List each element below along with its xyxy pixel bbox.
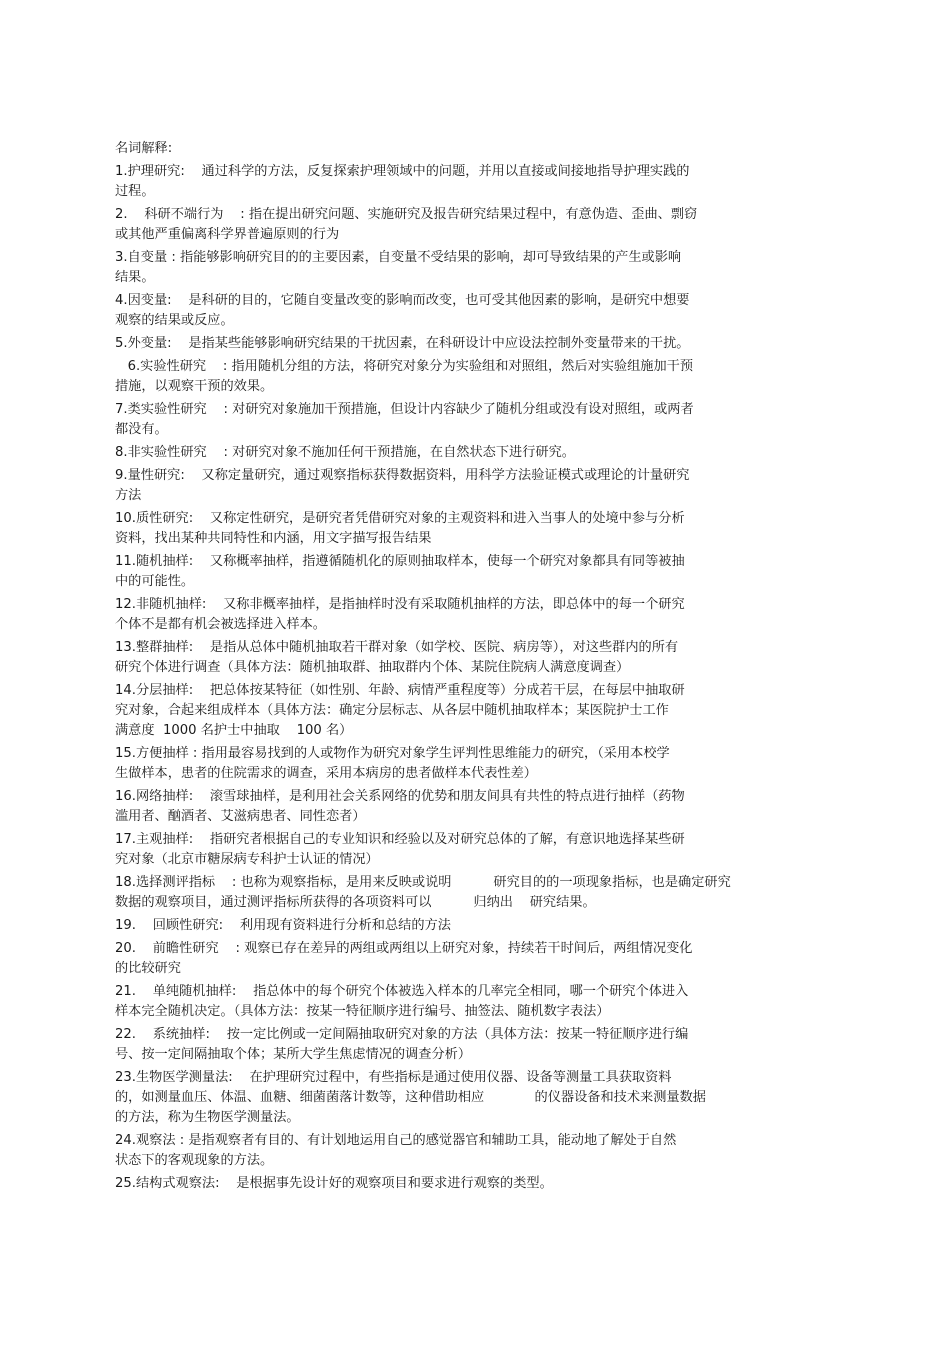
glossary-entry — [115, 162, 815, 202]
entry-line: 22. 系统抽样: 按一定比例或一定间隔抽取研究对象的方法（具体方法：按某一特征顺序进行编 — [115, 1027, 689, 1042]
glossary-entry — [115, 205, 815, 245]
entry-line: 3.自变量 : 指能够影响研究目的的主要因素，自变量不受结果的影响，却可导致结果的产生或影响 — [115, 250, 682, 265]
glossary-entry — [115, 595, 815, 635]
entry-line: 18.选择测评指标 : 也称为观察指标，是用来反映或说明 研究目的的一项现象指标，也是确定研究 — [115, 875, 731, 890]
glossary-entry — [115, 1174, 815, 1194]
entry-line: 16.网络抽样: 滚雪球抽样，是利用社会关系网络的优势和朋友间具有共性的特点进行抽样（药物 — [115, 789, 685, 804]
entry-line: 生做样本，患者的住院需求的调查，采用本病房的患者做样本代表性差） — [115, 766, 537, 781]
entry-line: 过程。 — [115, 184, 155, 199]
entry-line: 11.随机抽样: 又称概率抽样，指遵循随机化的原则抽取样本，使每一个研究对象都具有同等被抽 — [115, 554, 685, 569]
entry-line: 的方法，称为生物医学测量法。 — [115, 1110, 300, 1125]
entry-line: 或其他严重偏离科学界普遍原则的行为 — [115, 227, 340, 242]
entry-line: 中的可能性。 — [115, 574, 195, 589]
glossary-entry — [115, 466, 815, 506]
glossary-entry — [115, 744, 815, 784]
entry-line: 12.非随机抽样: 又称非概率抽样，是指抽样时没有采取随机抽样的方法，即总体中的每一个研究 — [115, 597, 685, 612]
entry-line: 23.生物医学测量法: 在护理研究过程中，有些指标是通过使用仪器、设备等测量工具获取资料 — [115, 1070, 672, 1085]
entry-line: 19. 回顾性研究: 利用现有资料进行分析和总结的方法 — [115, 918, 451, 933]
entry-line: 20. 前瞻性研究 : 观察已存在差异的两组或两组以上研究对象，持续若干时间后，两组情况变化 — [115, 941, 693, 956]
entry-line: 研究个体进行调查（具体方法：随机抽取群、抽取群内个体、某院住院病人满意度调查） — [115, 660, 630, 675]
entry-line: 都没有。 — [115, 422, 168, 437]
glossary-entry — [115, 681, 815, 741]
glossary-entry — [115, 357, 815, 397]
glossary-entry — [115, 873, 815, 913]
entry-line: 究对象（北京市糖尿病专科护士认证的情况） — [115, 852, 379, 867]
entry-line: 滥用者、酗酒者、艾滋病患者、同性恋者） — [115, 809, 366, 824]
glossary-entry — [115, 400, 815, 440]
entry-line: 9.量性研究: 又称定量研究，通过观察指标获得数据资料，用科学方法验证模式或理论的计量研究 — [115, 468, 690, 483]
glossary-entry — [115, 1131, 815, 1171]
glossary-entry — [115, 787, 815, 827]
entry-line: 14.分层抽样: 把总体按某特征（如性别、年龄、病情严重程度等）分成若干层，在每层中抽取研 — [115, 683, 685, 698]
glossary-entry — [115, 1025, 815, 1065]
entry-line: 24.观察法 : 是指观察者有目的、有计划地运用自己的感觉器官和辅助工具，能动地了解处于自然 — [115, 1133, 677, 1148]
entry-line: 样本完全随机决定。（具体方法：按某一特征顺序进行编号、抽签法、随机数字表法） — [115, 1004, 610, 1019]
entry-line: 资料，找出某种共同特性和内涵，用文字描写报告结果 — [115, 531, 432, 546]
glossary-entry — [115, 939, 815, 979]
entry-line: 1.护理研究: 通过科学的方法，反复探索护理领域中的问题，并用以直接或间接地指导护理实践的 — [115, 164, 690, 179]
glossary-entry — [115, 509, 815, 549]
entry-line: 究对象，合起来组成样本（具体方法：确定分层标志、从各层中随机抽取样本；某医院护士工作 — [115, 703, 669, 718]
glossary-entry — [115, 830, 815, 870]
entry-line: 21. 单纯随机抽样: 指总体中的每个研究个体被选入样本的几率完全相同，哪一个研究个体进入 — [115, 984, 689, 999]
glossary-entry — [115, 638, 815, 678]
entry-line: 号、按一定间隔抽取个体；某所大学生焦虑情况的调查分析） — [115, 1047, 472, 1062]
glossary-entries — [115, 162, 815, 1194]
entry-line: 满意度 1000 名护士中抽取 100 名） — [115, 723, 353, 738]
entry-line: 个体不是都有机会被选择进入样本。 — [115, 617, 326, 632]
entry-line: 2. 科研不端行为 : 指在提出研究问题、实施研究及报告研究结果过程中，有意伪造、歪曲、剽窃 — [115, 207, 698, 222]
entry-line: 15.方便抽样 : 指用最容易找到的人或物作为研究对象学生评判性思维能力的研究，（采用本校学 — [115, 746, 670, 761]
entry-line: 的比较研究 — [115, 961, 181, 976]
glossary-entry — [115, 291, 815, 331]
entry-line: 13.整群抽样: 是指从总体中随机抽取若干群对象（如学校、医院、病房等），对这些群内的所有 — [115, 640, 679, 655]
entry-line: 8.非实验性研究 : 对研究对象不施加任何干预措施，在自然状态下进行研究。 — [115, 445, 575, 460]
entry-line: 7.类实验性研究 : 对研究对象施加干预措施，但设计内容缺少了随机分组或没有设对照组，或两者 — [115, 402, 694, 417]
entry-line: 10.质性研究: 又称定性研究，是研究者凭借研究对象的主观资料和进入当事人的处境中参与分析 — [115, 511, 685, 526]
entry-line: 的，如测量血压、体温、血糖、细菌菌落计数等，这种借助相应 的仪器设备和技术来测量数据 — [115, 1090, 706, 1105]
entry-line: 25.结构式观察法: 是根据事先设计好的观察项目和要求进行观察的类型。 — [115, 1176, 553, 1191]
entry-line: 数据的观察项目，通过测评指标所获得的各项资料可以 归纳出 研究结果。 — [115, 895, 596, 910]
entry-line: 6.实验性研究 : 指用随机分组的方法，将研究对象分为实验组和对照组，然后对实验组施加干预 — [115, 359, 694, 374]
entry-line: 状态下的客观现象的方法。 — [115, 1153, 274, 1168]
glossary-entry — [115, 248, 815, 288]
entry-line: 4.因变量: 是科研的目的，它随自变量改变的影响而改变，也可受其他因素的影响，是研究中想要 — [115, 293, 690, 308]
glossary-entry — [115, 916, 815, 936]
glossary-entry — [115, 1068, 815, 1128]
entry-line: 观察的结果或反应。 — [115, 313, 234, 328]
entry-line: 17.主观抽样: 指研究者根据自己的专业知识和经验以及对研究总体的了解，有意识地选择某些研 — [115, 832, 685, 847]
entry-line: 措施，以观察干预的效果。 — [115, 379, 274, 394]
entry-line: 方法 — [115, 488, 142, 503]
entry-line: 5.外变量: 是指某些能够影响研究结果的干扰因素，在科研设计中应设法控制外变量带来的干扰。 — [115, 336, 690, 351]
glossary-entry — [115, 334, 815, 354]
glossary-entry — [115, 443, 815, 463]
section-heading: 名词解释: — [115, 141, 173, 156]
entry-line: 结果。 — [115, 270, 155, 285]
glossary-entry — [115, 982, 815, 1022]
glossary-body — [115, 139, 815, 1197]
glossary-entry — [115, 552, 815, 592]
